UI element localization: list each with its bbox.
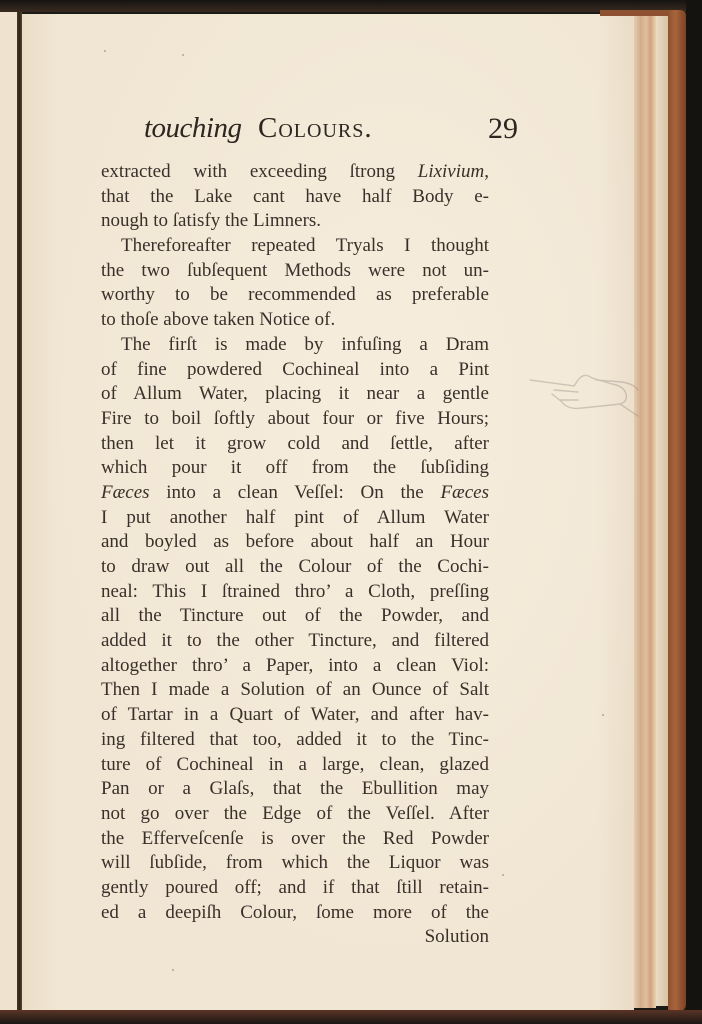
running-head-title: Colours. [258,112,373,144]
text-line: added it to the other Tincture, and filtered [101,630,489,652]
body-text [101,160,489,950]
page-fore-edge-inner [656,16,668,1006]
page-number: 29 [488,112,518,145]
running-head [140,108,520,152]
text-line: altogether thro’ a Paper, into a clean Viol: [101,654,489,676]
running-head-italic: touching [144,112,242,144]
text-line: Fire to boil ſoftly about four or five Hours; [101,407,489,429]
text-line: not go over the Edge of the Veſſel. After [101,802,489,824]
text-line: the Efferveſcenſe is over the Red Powder [101,827,489,849]
text-line: I put another half pint of Allum Water [101,506,489,528]
paragraph-start-line: The firſt is made by infuſing a Dram [121,333,489,355]
text-line: ing filtered that too, added it to the Tinc- [101,728,489,750]
text-line: will ſubſide, from which the Liquor was [101,852,489,874]
text-line: Pan or a Glaſs, that the Ebullition may [101,778,489,800]
catchword: Solution [424,926,489,948]
text-line: and boyled as before about half an Hour [101,531,489,553]
text-line: that the Lake cant have half Body e- [101,185,489,207]
text-line: nough to ſatisfy the Limners. [101,210,322,232]
text-line: then let it grow cold and ſettle, after [101,432,489,454]
text-line: which pour it off from the ſubſiding [101,457,489,479]
page-fore-edge [634,14,656,1008]
pencil-manicule-icon [512,350,642,430]
text-line: extracted with exceeding ſtrong Lixivium, [101,161,489,182]
text-line: of Allum Water, placing it near a gentle [101,383,489,405]
text-line: all the Tincture out of the Powder, and [101,605,489,627]
text-line: to draw out all the Colour of the Cochi- [101,556,489,577]
facing-page-edge [0,12,17,1010]
text-line: of fine powdered Cochineal into a Pint [101,358,489,380]
scan-background-bottom [0,1010,702,1024]
text-line: the two ſubſequent Methods were not un- [101,259,489,281]
text-line: neal: This I ſtrained thro’ a Cloth, preſſing [101,580,489,602]
text-line: Fæces into a clean Veſſel: On the Fæces [101,481,489,503]
text-line: ture of Cochineal in a large, clean, glazed [101,753,489,775]
text-line: of Tartar in a Quart of Water, and after hav- [101,704,489,726]
text-line: Then I made a Solution of an Ounce of Salt [101,679,489,701]
paragraph-start-line: Thereforeafter repeated Tryals I thought [121,235,489,257]
scan-background-right [686,0,702,1024]
text-line: gently poured off; and if that ſtill retain- [101,876,489,898]
text-line: worthy to be recommended as preferable [101,284,489,306]
text-line: ed a deepiſh Colour, ſome more of the [101,901,489,923]
leather-cover-edge [668,10,686,1012]
text-line: to thoſe above taken Notice of. [101,309,336,331]
scan-background-top [0,0,702,12]
